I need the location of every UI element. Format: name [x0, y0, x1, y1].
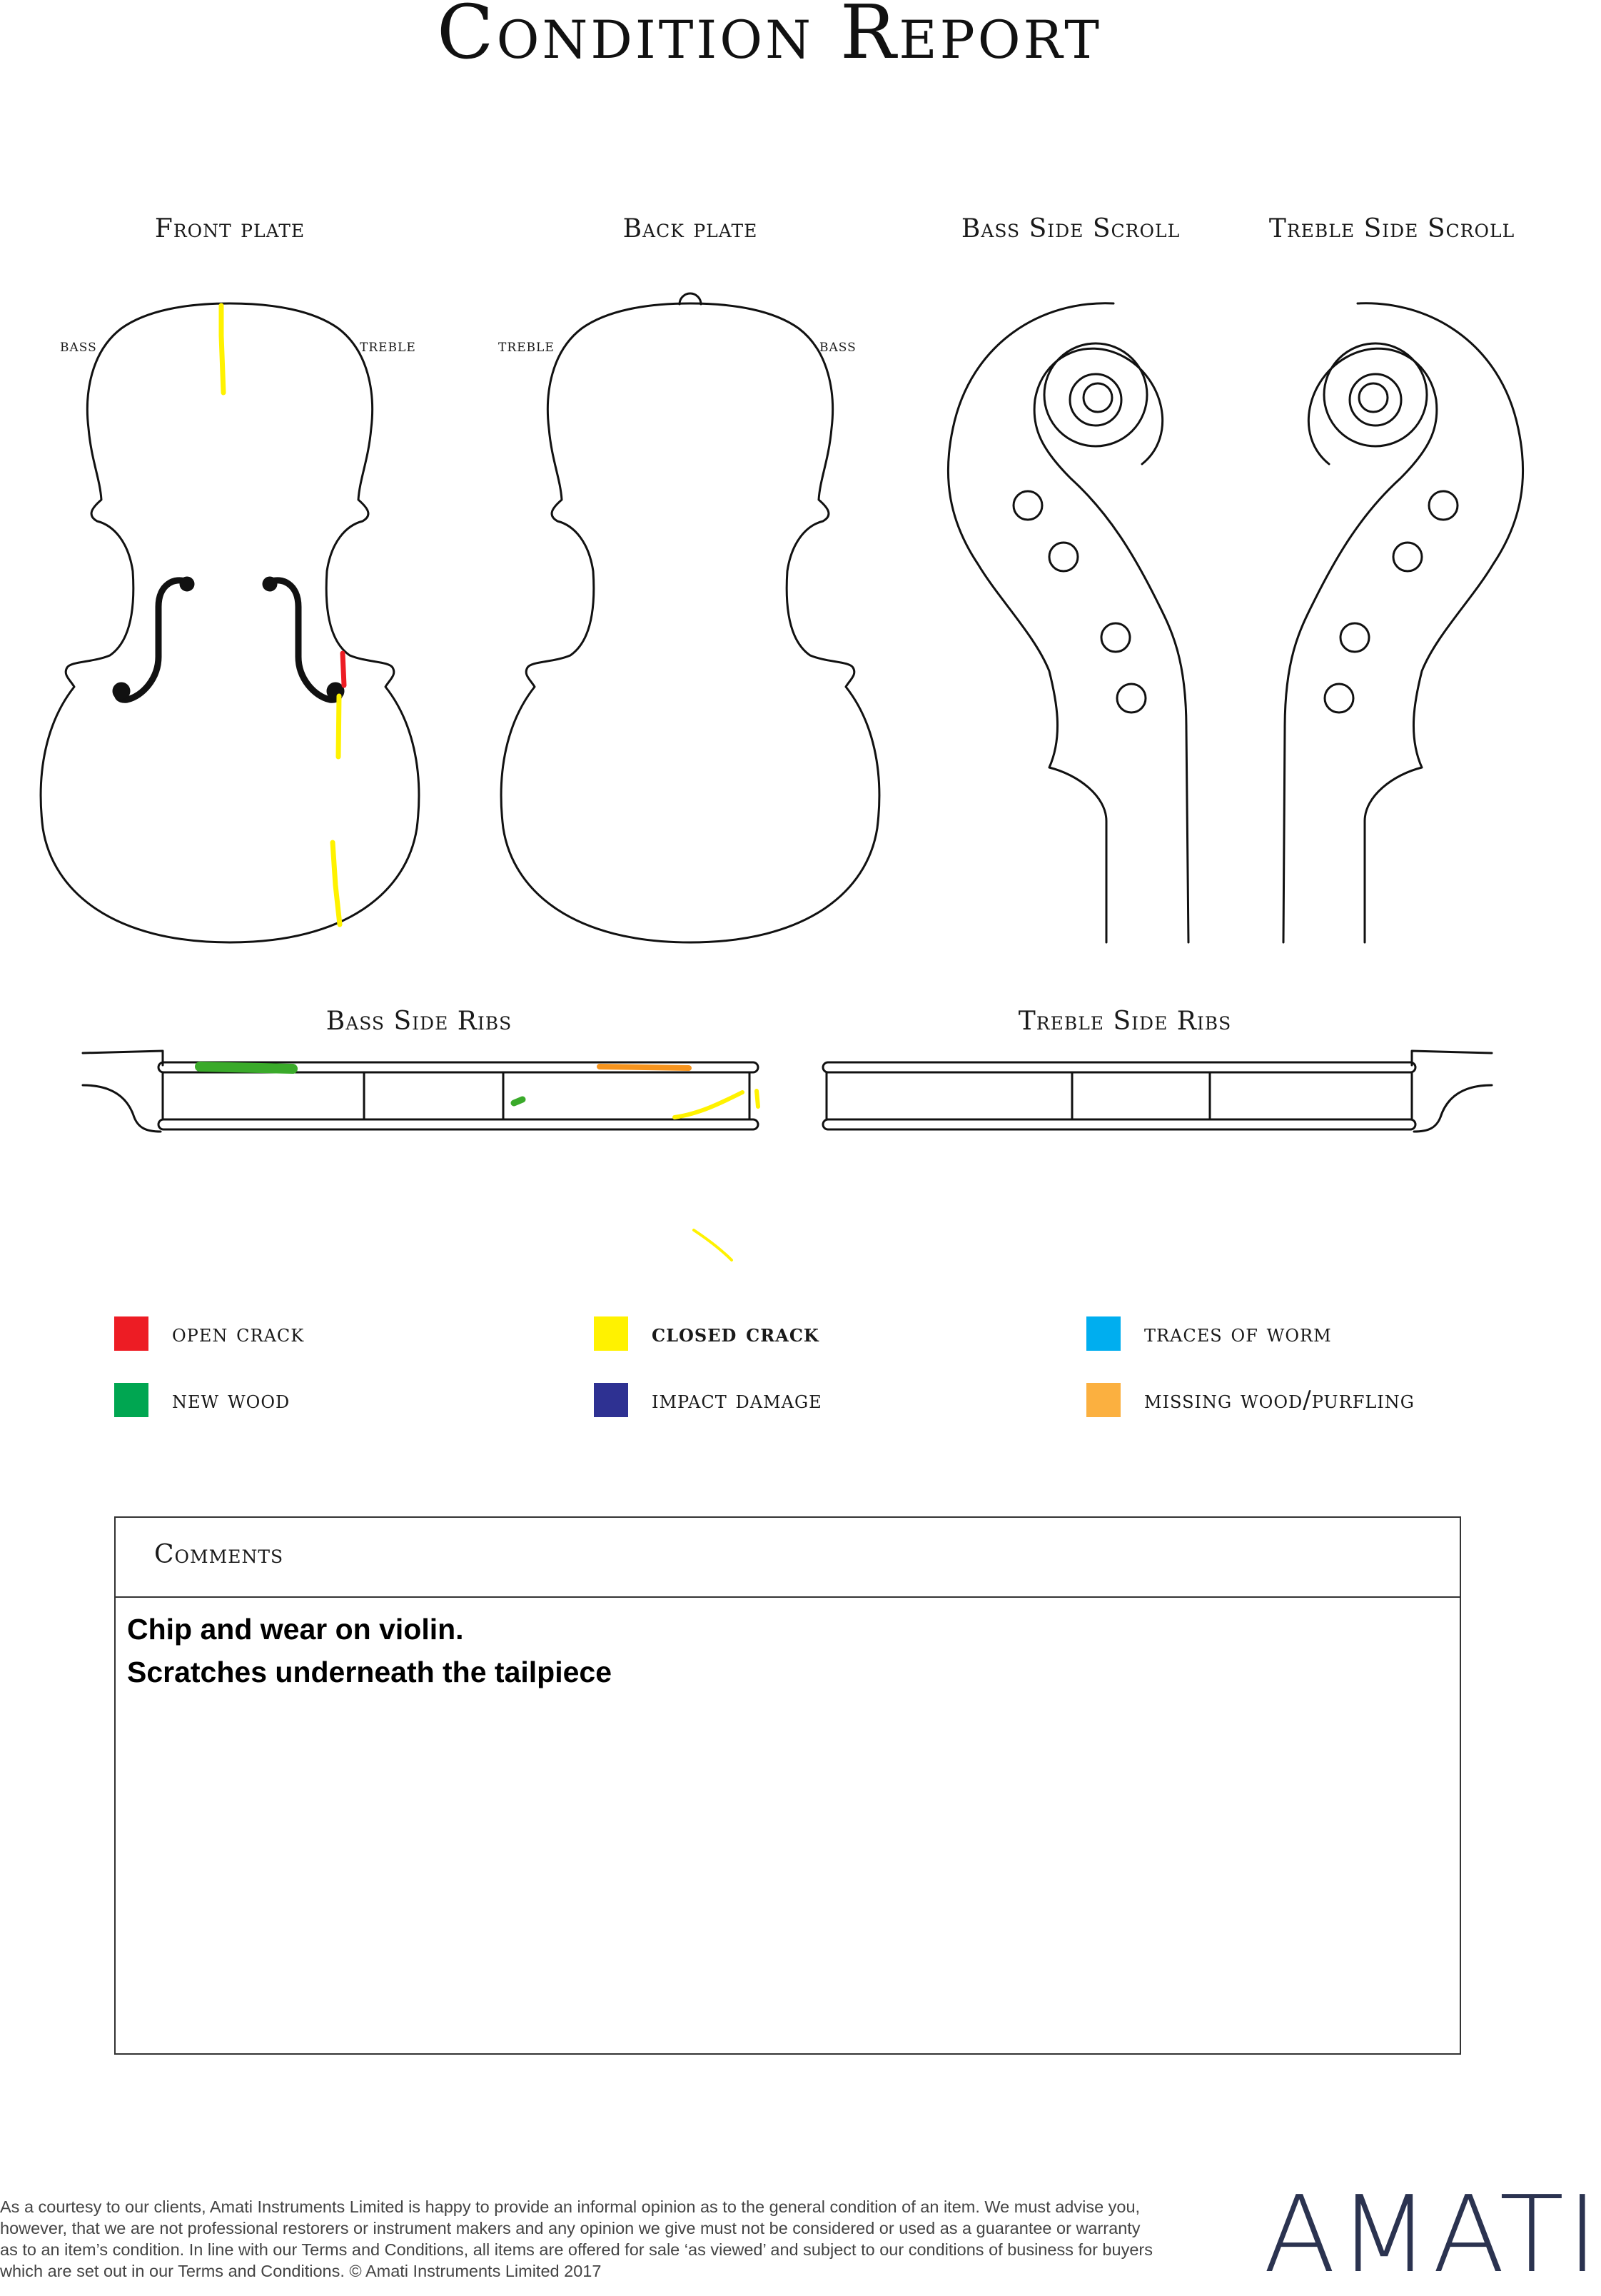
legend-item-missing-wood-purfling: [1086, 1383, 1415, 1417]
legend-label: impact damage: [652, 1386, 822, 1414]
front-plate-bass-f-hole: [117, 580, 187, 700]
front-plate-bass-label: bass: [60, 336, 97, 356]
legend-swatch-open-crack: [114, 1316, 148, 1351]
bass-ribs-closed-crack: [675, 1092, 742, 1117]
legend-swatch-new-wood: [114, 1383, 148, 1417]
bass-ribs-missing-wood: [600, 1067, 689, 1068]
legend-label: new wood: [172, 1386, 291, 1414]
front-plate-closed-crack-3: [333, 842, 340, 925]
bass-ribs-new-wood-spot: [514, 1099, 522, 1103]
comment-line: Chip and wear on violin.: [127, 1613, 464, 1646]
amati-logo: AMATI: [1263, 2173, 1601, 2296]
f-holes: [113, 577, 344, 700]
bass-side-ribs-heading: Bass Side Ribs: [325, 1007, 512, 1036]
legend-swatch-impact-damage: [594, 1383, 628, 1417]
treble-side-scroll-outline: [1283, 303, 1523, 942]
bass-ribs-closed-crack-tail: [757, 1091, 758, 1107]
back-plate-outline: [501, 303, 879, 942]
back-plate-heading: Back plate: [622, 214, 758, 243]
legend-label: traces of worm: [1144, 1319, 1332, 1348]
comments-heading: Comments: [116, 1518, 1460, 1598]
bass-side-scroll-heading: Bass Side Scroll: [961, 214, 1181, 243]
bass-side-scroll-outline: [948, 303, 1188, 942]
legend-swatch-closed-crack: [594, 1316, 628, 1351]
front-plate-closed-crack-1: [221, 306, 223, 393]
legend-swatch-missing-wood-purfling: [1086, 1383, 1121, 1417]
damage-markings: [200, 306, 758, 1260]
bass-ribs-new-wood: [200, 1067, 293, 1069]
comments-box: [114, 1516, 1461, 2055]
front-plate-treble-label: treble: [360, 336, 416, 356]
legend-item-open-crack: [114, 1316, 304, 1351]
front-plate-closed-crack-2: [338, 696, 339, 757]
treble-side-ribs-outline: [823, 1051, 1492, 1132]
stray-closed-crack-mark: [694, 1230, 732, 1260]
legend-label: missing wood/purfling: [1144, 1386, 1415, 1414]
disclaimer-text: As a courtesy to our clients, Amati Instruments Limited is happy to provide an informal opinion as to the general condition of an item. We must advise you, however, that we are not professional restorers or instrument makers and any opinion we give must not be considered or used as a guarantee or warranty as to an item’s condition. In line with our Terms and Conditions, all items are offered for sale ‘as viewed’ and subject to our conditions of business for buyers which are set out in our Terms and Conditions. © Amati Instruments Limited 2017: [0, 2197, 1153, 2280]
front-plate-heading: Front plate: [154, 214, 305, 243]
legend-item-closed-crack: [594, 1316, 819, 1351]
front-plate-outline: [41, 303, 419, 942]
legend-item-new-wood: [114, 1383, 290, 1417]
legend-label: open crack: [172, 1319, 305, 1348]
treble-side-ribs-heading: Treble Side Ribs: [1018, 1007, 1232, 1036]
legend-swatch-traces-of-worm: [1086, 1316, 1121, 1351]
front-plate-open-crack: [343, 653, 344, 685]
back-plate-treble-label: treble: [498, 336, 555, 356]
legend-item-traces-of-worm: [1086, 1316, 1332, 1351]
bass-side-ribs-outline: [83, 1051, 758, 1132]
treble-side-scroll-heading: Treble Side Scroll: [1268, 214, 1515, 243]
comments-text-area[interactable]: [116, 1598, 1460, 1703]
legend-item-impact-damage: [594, 1383, 822, 1417]
page-title: Condition Report: [437, 0, 1102, 76]
comment-line: Scratches underneath the tailpiece: [127, 1656, 612, 1688]
front-plate-treble-f-hole: [270, 580, 340, 700]
legend-label: closed crack: [652, 1319, 819, 1348]
back-plate-bass-label: bass: [819, 336, 857, 356]
